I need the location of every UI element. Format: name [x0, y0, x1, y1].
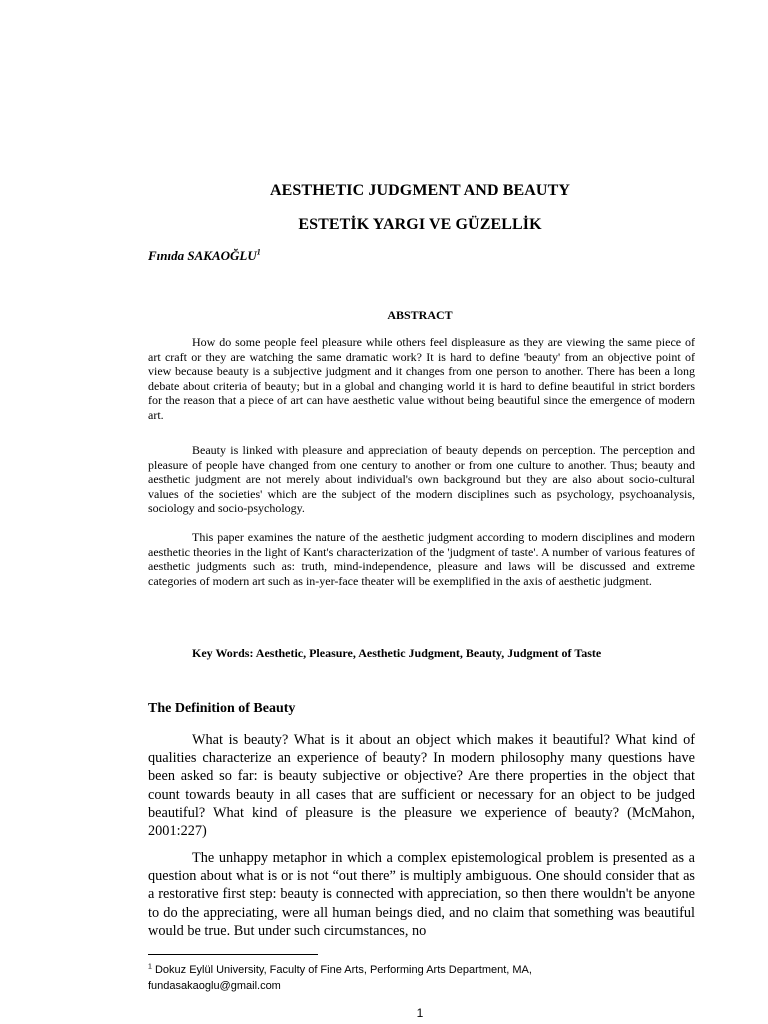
section-heading: The Definition of Beauty	[148, 701, 296, 716]
page-number: 1	[416, 1006, 424, 1020]
body-paragraph: The unhappy metaphor in which a complex epistemological problem is presented as a question about what is or is not “out there” is multiply ambiguous. One should consider that as a restorative first step: beauty is connected with appreciation, so then there wouldn't be anyone to do the appreciating, were all human beings died, and no claim that something was beautiful would be true. But under such circumstances, no	[148, 850, 695, 939]
author-footnote-mark: 1	[256, 247, 261, 257]
author-name: Fınıda SAKAOĞLU	[148, 248, 257, 263]
author-line	[148, 248, 261, 264]
keywords: Key Words: Aesthetic, Pleasure, Aesthetic Judgment, Beauty, Judgment of Taste	[192, 646, 602, 660]
abstract-paragraph: This paper examines the nature of the aesthetic judgment according to modern disciplines and modern aesthetic theories in the light of Kant's characterization of the 'judgment of taste'. A number of various features of aesthetic judgments such as: truth, mind-independence, pleasure and laws will be discussed and extreme categories of modern art such as in-yer-face theater will be exemplified in the axis of aesthetic judgment.	[148, 530, 695, 588]
body-paragraph: What is beauty? What is it about an object which makes it beautiful? What kind of qualities characterize an experience of beauty? In modern philosophy many questions have been asked so far: is beauty subjective or objective? Are there properties in the object that count towards beauty in all cases that are sufficient or necessary for an object to be judged beautiful? What kind of pleasure is the pleasure we experience of beauty? (McMahon, 2001:227)	[148, 732, 695, 840]
abstract-paragraph: How do some people feel pleasure while others feel displeasure as they are viewing the same piece of art craft or they are watching the same dramatic work? It is hard to define 'beauty' from an objective point of view because beauty is a subjective judgment and it changes from one person to another. There has been a long debate about criteria of beauty; but in a global and changing world it is hard to define beautiful in strict borders for the reason that a piece of art can have aesthetic value without being beautiful since the emergence of modern art.	[148, 335, 695, 422]
footnote-mark: 1	[148, 963, 152, 971]
footnote-line	[148, 962, 695, 978]
paper-title-turkish: ESTETİK YARGI VE GÜZELLİK	[298, 216, 542, 233]
footnote	[148, 962, 695, 994]
paper-title: AESTHETIC JUDGMENT AND BEAUTY	[270, 182, 570, 199]
abstract-paragraph: Beauty is linked with pleasure and appreciation of beauty depends on perception. The perception and pleasure of people have changed from one century to another or from one culture to another. Thus; beauty and aesthetic judgment are not merely about individual's own background but they are also about socio-cultural values of the societies' which are the subject of the modern disciplines such as psychology, psychoanalysis, sociology and socio-psychology.	[148, 443, 695, 516]
footnote-divider	[148, 954, 318, 955]
abstract-heading: ABSTRACT	[387, 308, 453, 322]
footnote-affiliation: Dokuz Eylül University, Faculty of Fine Arts, Performing Arts Department, MA,	[154, 964, 532, 976]
footnote-email: fundasakaoglu@gmail.com	[148, 980, 281, 992]
